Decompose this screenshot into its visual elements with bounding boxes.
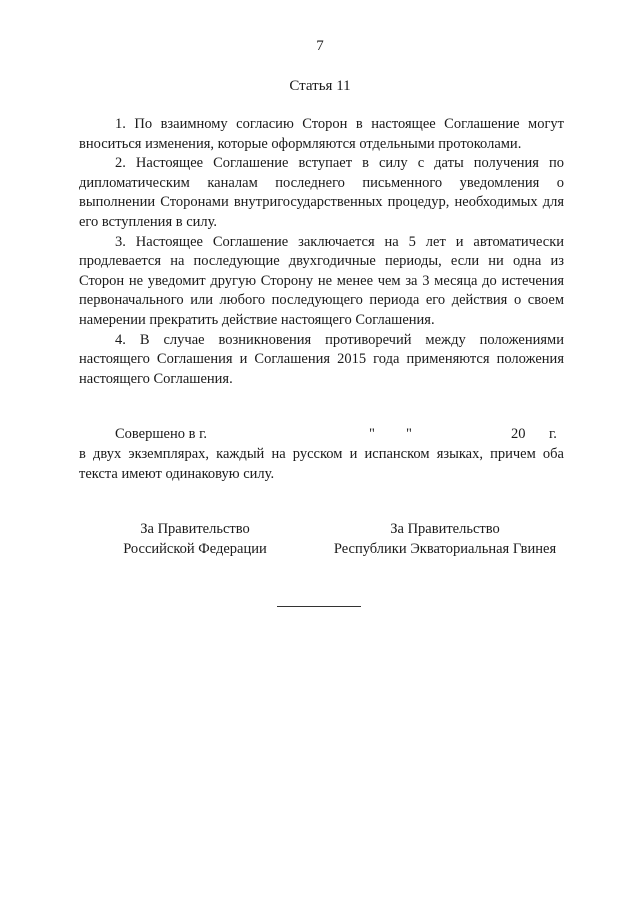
signatory-right-line1: За Правительство — [390, 521, 500, 537]
signed-rest-text: в двух экземплярах, каждый на русском и испанском языках, причем оба текста имеют одинаковую силу. — [79, 446, 564, 482]
article-title: Статья 11 — [289, 78, 351, 94]
page-number: 7 — [316, 38, 324, 54]
signatory-left-line2: Российской Федерации — [123, 541, 267, 557]
paragraph-4: 4. В случае возникновения противоречий между положениями настоящего Соглашения и Соглашения 2015 года применяются положения настоящего Соглашения. — [79, 331, 564, 387]
date-quote-open: " — [369, 426, 375, 442]
signatory-right — [325, 519, 565, 559]
article-body — [79, 115, 564, 389]
signatory-left — [110, 519, 280, 559]
signed-prefix: Совершено в г. — [115, 426, 208, 442]
signed-place-date-line — [79, 425, 564, 445]
year-prefix: 20 — [511, 426, 526, 442]
signed-clause — [79, 425, 564, 484]
signatory-left-line1: За Правительство — [140, 521, 250, 537]
paragraph-2: 2. Настоящее Соглашение вступает в силу с даты получения по дипломатическим каналам последнего письменного уведомления о выполнении Сторонами внутригосударственных процедур, необходимых для его вступления в силу. — [79, 155, 564, 230]
date-quote-close: " — [406, 426, 412, 442]
end-divider — [277, 606, 361, 607]
signatory-right-line2: Республики Экваториальная Гвинея — [333, 541, 557, 557]
paragraph-3: 3. Настоящее Соглашение заключается на 5 лет и автоматически продлевается на последующие двухгодичные периоды, если ни одна из Сторон не уведомит другую Сторону не менее чем за 3 месяца до истечения первоначального или любого последующего периода его действия о своем намерении прекратить действие настоящего Соглашения. — [79, 233, 564, 328]
paragraph-1: 1. По взаимному согласию Сторон в настоящее Соглашение могут вноситься изменения, которые оформляются отдельными протоколами. — [79, 116, 564, 152]
year-suffix: г. — [549, 426, 557, 442]
